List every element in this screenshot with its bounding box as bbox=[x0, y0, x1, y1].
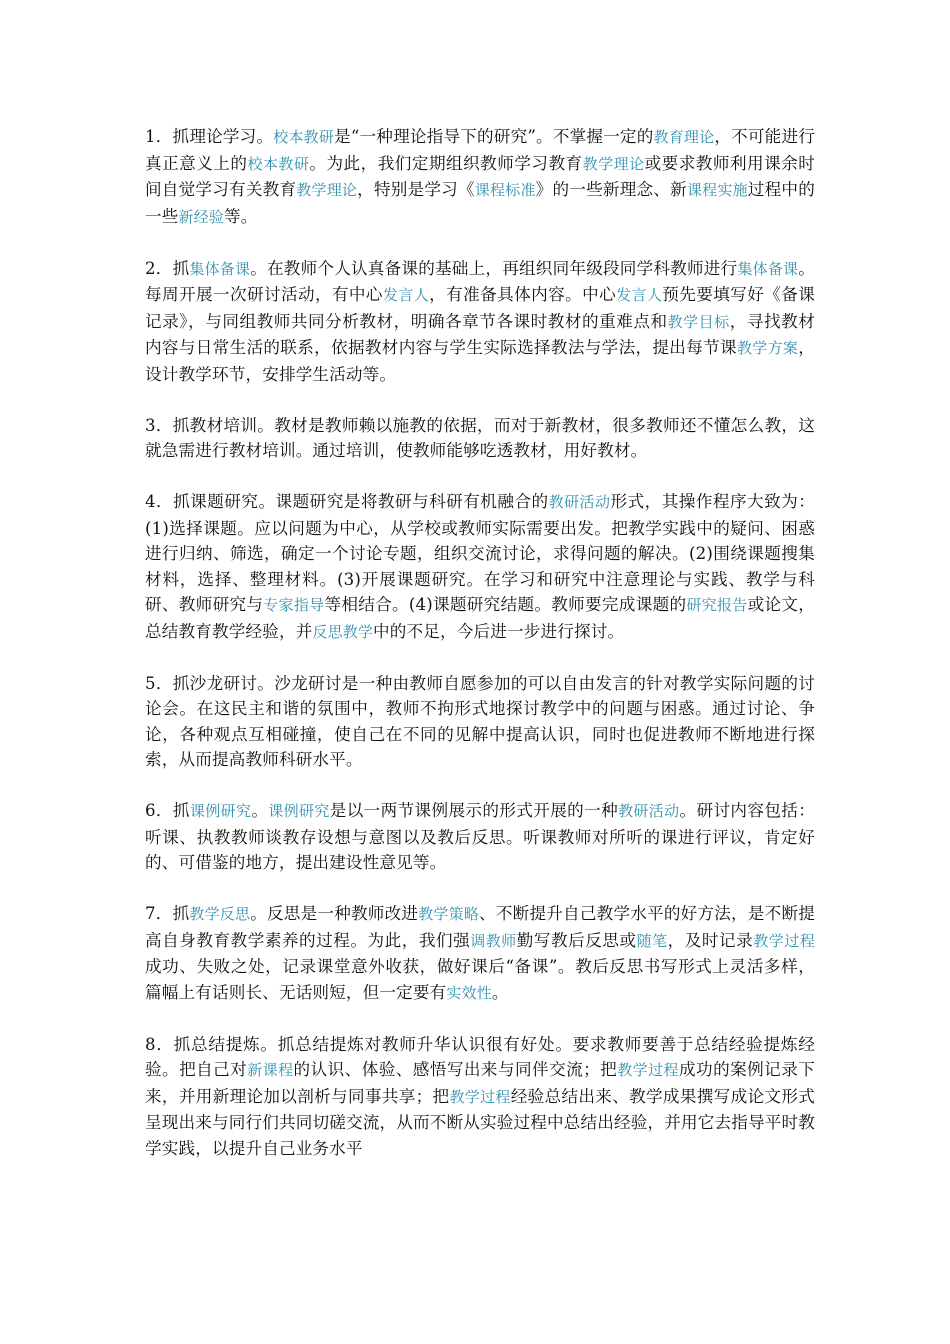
paragraph-3 bbox=[145, 413, 815, 464]
text-segment: 。每周开展一次研讨活动，有中心 bbox=[145, 258, 815, 304]
text-segment: 》的一些新理念、新 bbox=[535, 180, 687, 199]
keyword-link[interactable]: 教学目标 bbox=[667, 312, 730, 331]
text-segment: 7．抓 bbox=[145, 904, 190, 923]
text-segment: 。 bbox=[251, 801, 269, 820]
keyword-link[interactable]: 集体备课 bbox=[189, 259, 251, 278]
keyword-link[interactable]: 校本教研 bbox=[247, 154, 310, 173]
paragraph-5 bbox=[145, 671, 815, 773]
keyword-link[interactable]: 实效性 bbox=[446, 983, 492, 1002]
text-segment: 3．抓教材培训。教材是教师赖以施教的依据，而对于新教材，很多教师还不懂怎么教，这就急需进行教材培训。通过培训，使教师能够吃透教材，用好教材。 bbox=[145, 415, 815, 460]
text-segment: 6．抓 bbox=[145, 801, 190, 820]
text-segment: 是“一种理论指导下的研究”。不掌握一定的 bbox=[334, 127, 654, 146]
text-segment: ，特别是学习《 bbox=[357, 180, 475, 199]
text-segment: 。研讨内容包括：听课、执教教师谈教存设想与意图以及教后反思。听课教师对所听的课进行评议，肯定好的、可借鉴的地方，提出建设性意见等。 bbox=[145, 801, 815, 872]
paragraph-7 bbox=[145, 901, 815, 1006]
keyword-link[interactable]: 教学理论 bbox=[296, 181, 358, 199]
text-segment: 。在教师个人认真备课的基础上，再组织同年级段同学科教师进行 bbox=[250, 258, 738, 278]
text-segment: 。反思是一种教师改进 bbox=[250, 904, 419, 923]
keyword-link[interactable]: 课例研究 bbox=[189, 802, 252, 820]
keyword-link[interactable]: 教学过程 bbox=[753, 931, 815, 950]
text-segment: 经验总结出来、教学成果撰写成论文形式呈现出来与同行们共同切磋交流，从而不断从实验过程中总结出经验，并用它去指导平时教学实践，以提升自己业务水平 bbox=[145, 1086, 815, 1158]
keyword-link[interactable]: 专家指导 bbox=[263, 596, 325, 614]
keyword-link[interactable]: 随笔 bbox=[636, 931, 668, 950]
text-segment: 预先要填写好《备课记录》，与同组教师共同分析教材，明确各章节各课时教材的重难点和 bbox=[145, 285, 815, 331]
keyword-link[interactable]: 教育理论 bbox=[653, 128, 715, 146]
paragraph-1 bbox=[145, 124, 815, 230]
text-segment: 。为此，我们定期组织教师学习教育 bbox=[309, 153, 583, 173]
keyword-link[interactable]: 集体备课 bbox=[737, 259, 799, 278]
text-segment: 1．抓理论学习。 bbox=[145, 127, 274, 146]
keyword-link[interactable]: 课程实施 bbox=[686, 181, 748, 199]
paragraph-8 bbox=[145, 1032, 815, 1162]
keyword-link[interactable]: 教研活动 bbox=[618, 802, 680, 820]
keyword-link[interactable]: 课例研究 bbox=[268, 802, 330, 820]
keyword-link[interactable]: 反思教学 bbox=[312, 622, 374, 641]
text-segment: 是以一两节课例展示的形式开展的一种 bbox=[329, 801, 619, 820]
text-segment: ，寻找教材内容与日常生活的联系，依据教材内容与学生实际选择教法与学法，提出每节课 bbox=[145, 311, 815, 357]
keyword-link[interactable]: 教研活动 bbox=[548, 493, 611, 511]
text-segment: 过程中的一些 bbox=[145, 180, 815, 226]
keyword-link[interactable]: 研究报告 bbox=[686, 596, 748, 614]
text-segment: 形式，其操作程序大致为：(1)选择课题。应以问题为中心，从学校或教师实际需要出发。把教学实践中的疑问、困惑进行归纳、筛选，确定一个讨论专题，组织交流讨论，求得问题的解决。(2)围绕课题搜集材料，选择、整理材料。(3)开展课题研究。在学习和研究中注意理论与实践、教学与科研、教师研究与 bbox=[145, 492, 815, 614]
paragraph-4 bbox=[145, 489, 815, 645]
text-segment: 的认识、体验、感悟写出来与同伴交流；把 bbox=[293, 1060, 618, 1079]
keyword-link[interactable]: 发言人 bbox=[382, 286, 430, 304]
text-segment: 等。 bbox=[223, 206, 258, 226]
text-segment: 4．抓课题研究。课题研究是将教研与科研有机融合的 bbox=[145, 492, 549, 511]
keyword-link[interactable]: 新经验 bbox=[178, 207, 224, 226]
keyword-link[interactable]: 校本教研 bbox=[273, 128, 335, 146]
text-segment: ，及时记录 bbox=[667, 930, 754, 950]
text-segment: 或论文，总结教育教学经验，并 bbox=[145, 595, 815, 641]
text-segment: 2．抓 bbox=[145, 258, 190, 278]
document-body bbox=[145, 124, 815, 1187]
text-segment: 成功、失败之处，记录课堂意外收获，做好课后“备课”。教后反思书写形式上灵活多样，篇幅上有话则长、无话则短，但一定要有 bbox=[145, 957, 815, 1002]
text-segment: 、不断提升自己教学水平的好方法，是不断提高自身教育教学素养的过程。为此，我们强 bbox=[145, 904, 815, 950]
text-segment: ，不可能进行真正意义上的 bbox=[145, 127, 816, 173]
text-segment: 8．抓总结提炼。抓总结提炼对教师升华认识很有好处。要求教师要善于总结经验提炼经验。把自己对 bbox=[145, 1034, 815, 1079]
text-segment: 成功的案例记录下来，并用新理论加以剖析与同事共享；把 bbox=[145, 1060, 815, 1106]
keyword-link[interactable]: 教学方案 bbox=[736, 339, 799, 357]
keyword-link[interactable]: 发言人 bbox=[616, 286, 663, 304]
text-segment: ，有准备具体内容。中心 bbox=[429, 285, 617, 304]
paragraph-6 bbox=[145, 798, 815, 876]
keyword-link[interactable]: 课程标准 bbox=[474, 181, 536, 199]
keyword-link[interactable]: 教学过程 bbox=[449, 1087, 511, 1106]
text-segment: 中的不足，今后进一步进行探讨。 bbox=[373, 621, 625, 641]
keyword-link[interactable]: 教学过程 bbox=[617, 1061, 679, 1079]
text-segment: ，设计教学环节，安排学生活动等。 bbox=[145, 338, 815, 384]
text-segment: 等相结合。(4)课题研究结题。教师要完成课题的 bbox=[324, 595, 687, 614]
keyword-link[interactable]: 教学理论 bbox=[582, 154, 645, 173]
text-segment: 或要求教师利用课余时间自觉学习有关教育 bbox=[145, 153, 816, 199]
paragraph-2 bbox=[145, 256, 815, 388]
text-segment: 5．抓沙龙研讨。沙龙研讨是一种由教师自愿参加的可以自由发言的针对教学实际问题的讨论会。在这民主和谐的氛围中，教师不拘形式地探讨教学中的问题与困惑。通过讨论、争论，各种观点互相碰撞，使自己在不同的见解中提高认识，同时也促进教师不断地进行探索，从而提高教师科研水平。 bbox=[145, 673, 815, 769]
keyword-link[interactable]: 教学策略 bbox=[418, 905, 480, 923]
keyword-link[interactable]: 新课程 bbox=[247, 1061, 294, 1079]
text-segment: 勤写教后反思或 bbox=[516, 930, 637, 950]
text-segment: 。 bbox=[491, 982, 509, 1002]
keyword-link[interactable]: 教学反思 bbox=[189, 905, 251, 923]
keyword-link[interactable]: 调教师 bbox=[470, 931, 517, 950]
